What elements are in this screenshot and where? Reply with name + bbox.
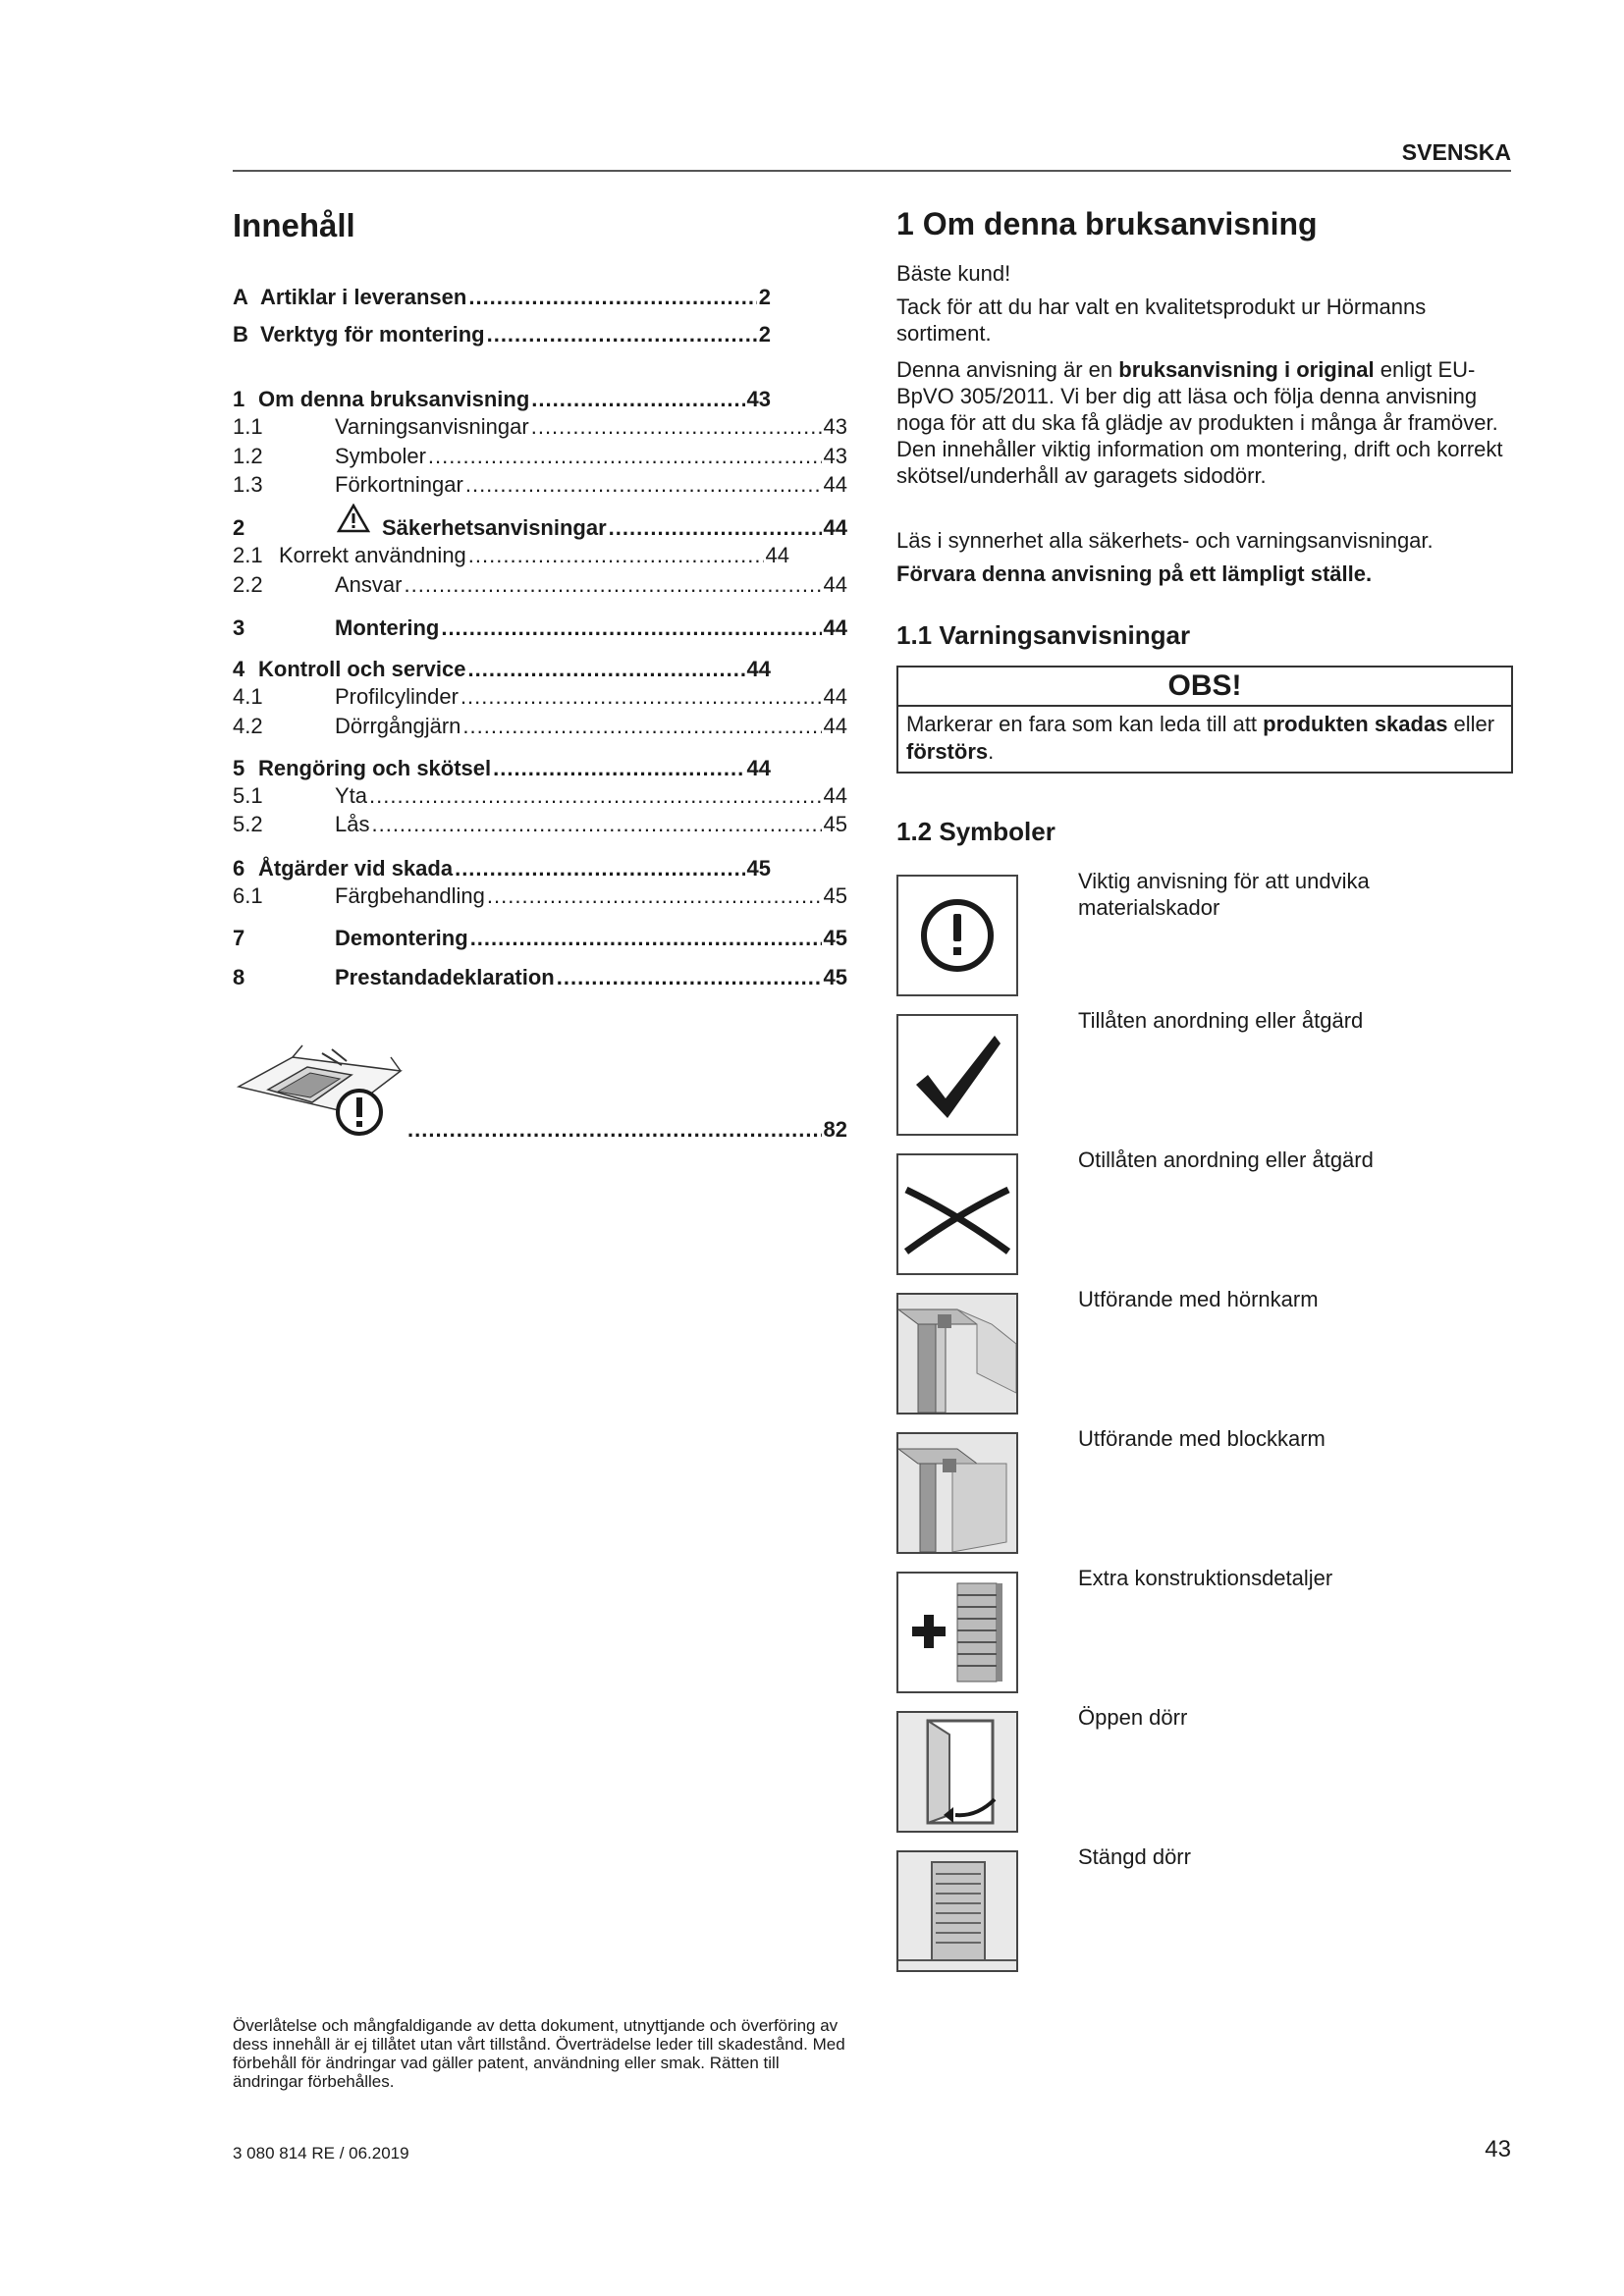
- language-label: SVENSKA: [1401, 139, 1511, 165]
- toc-row: A Artiklar i leveransen ..... 2: [233, 285, 771, 310]
- toc-row: 5.2 Lås ..... 45: [233, 812, 847, 837]
- symbol-text: Stängd dörr: [1078, 1844, 1191, 1869]
- symbol-text: Öppen dörr: [1078, 1705, 1188, 1730]
- toc-title: Innehåll: [233, 207, 355, 243]
- page-number: 43: [1485, 2136, 1511, 2163]
- toc-row: 4.1 Profilcylinder ..... 44: [233, 684, 847, 710]
- toc-row: 8 Prestandadeklaration ..... 45: [233, 965, 847, 990]
- toc-row: B Verktyg för montering ..... 2: [233, 322, 771, 347]
- read-all-paragraph: Läs i synnerhet alla säkerhets- och varningsanvisningar.: [896, 528, 1434, 553]
- symbol-text: Tillåten anordning eller åtgärd: [1078, 1008, 1364, 1033]
- toc-row: 5.1 Yta ..... 44: [233, 783, 847, 809]
- copyright-notice: Överlåtelse och mångfaldigande av detta dokument, utnyttjande och överföring av dess innehåll är ej tillåtet utan vårt tillstånd. Överträdelse leder till skadestånd. Med förbehåll för ändringar vad gäller patent, användning eller smak. Rätten till ändringar förbehålles.: [233, 2016, 845, 2091]
- toc-row: 5 Rengöring och skötsel ..... 44: [233, 756, 771, 781]
- symbol-text: Utförande med blockkarm: [1078, 1426, 1326, 1451]
- document-number: 3 080 814 RE / 06.2019: [233, 2144, 409, 2163]
- thanks-paragraph: Tack för att du har valt en kvalitetsprodukt ur Hörmanns sortiment.: [896, 294, 1427, 346]
- toc-row: 2.1 Korrekt användning ..... 44: [233, 543, 789, 568]
- toc-row: 2.2 Ansvar ..... 44: [233, 572, 847, 598]
- toc-row: 6 Åtgärder vid skada ..... 45: [233, 856, 771, 881]
- section-1-heading: 1 Om denna bruksanvisning: [896, 206, 1318, 241]
- warning-triangle-icon: [337, 504, 370, 533]
- toc-row: 1.1 Varningsanvisningar ..... 43: [233, 414, 847, 440]
- toc-row: 4 Kontroll och service ..... 44: [233, 657, 771, 682]
- toc-row: 6.1 Färgbehandling ..... 45: [233, 883, 847, 909]
- keep-paragraph: Förvara denna anvisning på ett lämpligt ställe.: [896, 561, 1373, 586]
- symbol-text: Viktig anvisning för att undvika materialskador: [1078, 869, 1370, 920]
- block-frame-icon: [896, 1432, 1018, 1554]
- intro-paragraph: Denna anvisning är en bruksanvisning i original enligt EU-BpVO 305/2011. Vi ber dig att läsa och följa denna anvisning noga för att du ska få glädje av produkten i många år framöver. Den innehåller viktig information om montering, drift och korrekt skötsel/underhåll av garagets sidodörr.: [896, 357, 1503, 488]
- symbol-text: Utförande med hörnkarm: [1078, 1287, 1319, 1311]
- door-hardware-illustration: [234, 1036, 406, 1142]
- corner-frame-icon: [896, 1293, 1018, 1415]
- obs-text: Markerar en fara som kan leda till att produkten skadas eller förstörs.: [906, 712, 1495, 764]
- section-1-1-heading: 1.1 Varningsanvisningar: [896, 620, 1191, 650]
- section-1-2-heading: 1.2 Symboler: [896, 817, 1056, 846]
- toc-row: 3 Montering ..... 44: [233, 615, 847, 641]
- closed-door-icon: [896, 1850, 1018, 1972]
- warning-circle-icon: [896, 875, 1018, 996]
- cross-icon: [896, 1153, 1018, 1275]
- toc-row: 1.3 Förkortningar ..... 44: [233, 472, 847, 498]
- construction-details-icon: [896, 1572, 1018, 1693]
- obs-notice-box: [896, 666, 1513, 774]
- toc-row: 1 Om denna bruksanvisning ..... 43: [233, 387, 771, 412]
- open-door-icon: [896, 1711, 1018, 1833]
- greeting: Bäste kund!: [896, 261, 1011, 286]
- symbol-text: Extra konstruktionsdetaljer: [1078, 1566, 1333, 1590]
- toc-row: 2 Säkerhetsanvisningar ..... 44: [233, 515, 847, 541]
- obs-heading: OBS!: [898, 667, 1511, 707]
- checkmark-icon: [896, 1014, 1018, 1136]
- toc-row: 1.2 Symboler ..... 43: [233, 444, 847, 469]
- toc-row: 7 Demontering ..... 45: [233, 926, 847, 951]
- toc-row: 4.2 Dörrgångjärn ..... 44: [233, 714, 847, 739]
- symbol-text: Otillåten anordning eller åtgärd: [1078, 1148, 1374, 1172]
- toc-row-illustration: ..... 82: [406, 1117, 847, 1143]
- header-rule: [233, 170, 1511, 172]
